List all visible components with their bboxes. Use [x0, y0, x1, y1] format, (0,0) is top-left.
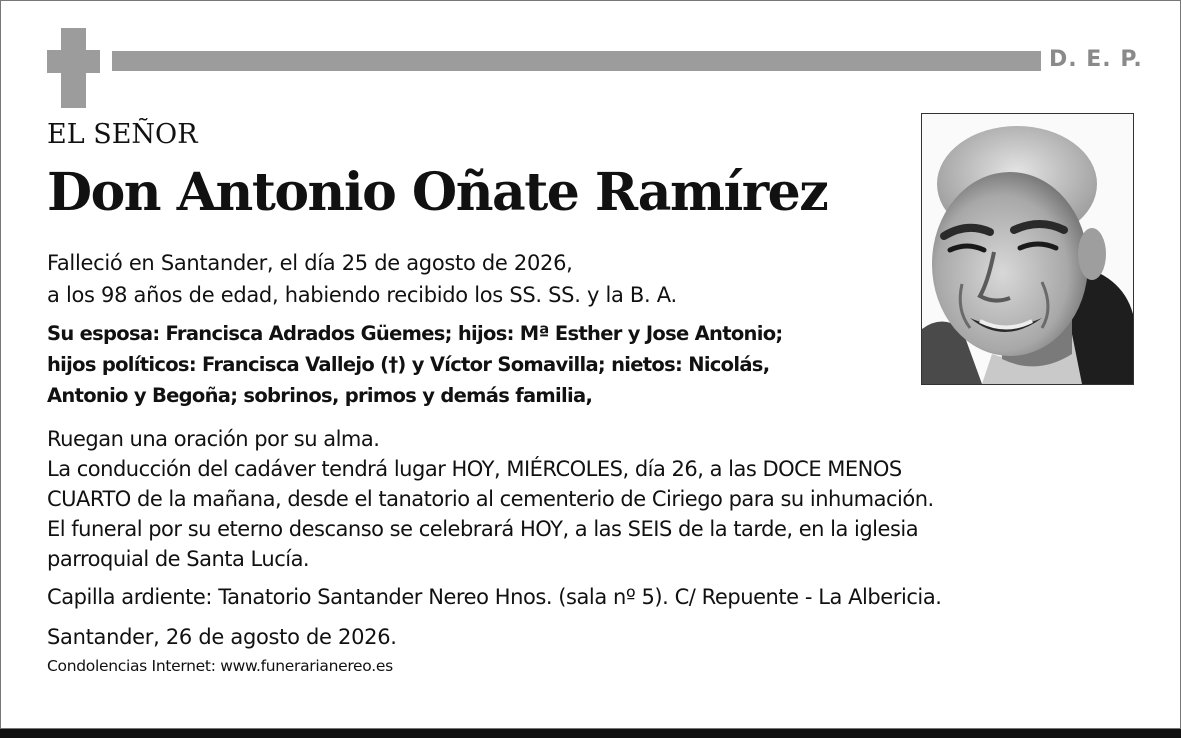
portrait-photo	[921, 113, 1134, 385]
death-notice-line: Falleció en Santander, el día 25 de agosto de 2026,	[47, 251, 573, 275]
bottom-band	[0, 729, 1181, 738]
service-details	[47, 424, 1147, 574]
service-line: El funeral por su eterno descanso se celebrará HOY, a las SEIS de la tarde, en la iglesia	[47, 517, 919, 541]
condolences-link[interactable]: Condolencias Internet: www.funerarianereo.es	[47, 657, 393, 675]
place-date: Santander, 26 de agosto de 2026.	[47, 625, 397, 649]
cross-icon-arm	[47, 50, 100, 73]
service-line: parroquial de Santa Lucía.	[47, 547, 310, 571]
service-line: CUARTO de la mañana, desde el tanatorio al cementerio de Ciriego para su inhumación.	[47, 487, 934, 511]
death-notice-line: a los 98 años de edad, habiendo recibido los SS. SS. y la B. A.	[47, 283, 677, 307]
family-list	[47, 318, 907, 411]
family-line: Antonio y Begoña; sobrinos, primos y demás familia,	[47, 384, 593, 407]
service-line: La conducción del cadáver tendrá lugar HOY, MIÉRCOLES, día 26, a las DOCE MENOS	[47, 457, 902, 481]
death-notice	[47, 247, 907, 311]
chapel-info: Capilla ardiente: Tanatorio Santander Nereo Hnos. (sala nº 5). C/ Repuente - La Albericia.	[47, 585, 942, 609]
dep-mark: D. E. P.	[1049, 47, 1143, 72]
deceased-name: Don Antonio Oñate Ramírez	[47, 162, 828, 223]
deceased-title: EL SEÑOR	[47, 119, 198, 150]
family-line: Su esposa: Francisca Adrados Güemes; hijos: Mª Esther y Jose Antonio;	[47, 322, 783, 345]
header-rule	[112, 51, 1041, 71]
family-line: hijos políticos: Francisca Vallejo (†) y Víctor Somavilla; nietos: Nicolás,	[47, 353, 770, 376]
service-line: Ruegan una oración por su alma.	[47, 427, 380, 451]
